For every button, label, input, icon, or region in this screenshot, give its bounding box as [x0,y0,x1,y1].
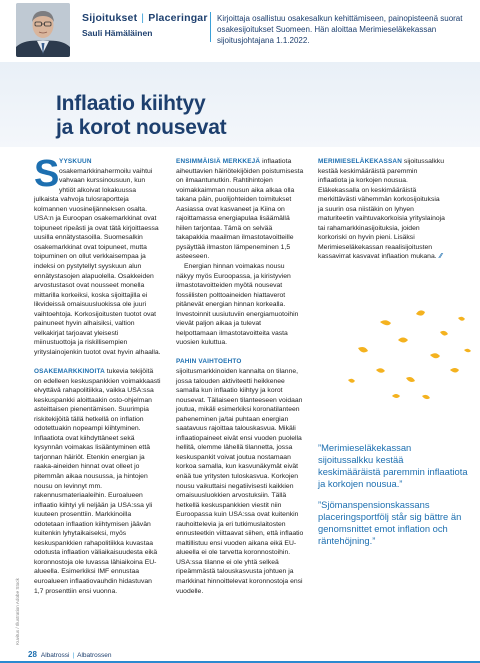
page-footer [28,650,111,659]
pull-quote-sv: ”Sjömanspensionskassans placeringsportfölj står sig bättre än genomsnittet emot inflation och räntehöjning.” [318,499,462,546]
article-column-2 [176,157,304,596]
lead-in: OSAKEMARKKINOITA [34,367,105,375]
section-separator: | [141,12,145,24]
title-line-2: ja korot nousevat [56,116,227,139]
flake-shape [416,310,425,315]
lead-in: PAHIN VAIHTOEHTO [176,358,242,366]
section-name: Sijoitukset [82,12,138,24]
flake-shape [358,347,368,352]
flake-shape [348,379,355,383]
subsection-name: Placeringar [148,12,208,24]
lead-in: ENSIMMÄISIÄ MERKKEJÄ [176,158,261,165]
flake-shape [422,395,430,399]
author-portrait [16,3,70,57]
author-portrait-illustration [16,3,70,57]
flake-shape [464,349,471,353]
lead-in: MERIMIESELÄKEKASSAN [318,158,403,165]
credit-text: Kuvitus / Illustration Adobe Stock [15,578,20,645]
pull-quote-fi: ”Merimieseläkekassan sijoitussalkku kestää keskimääräistä paremmin inflaatiota ja korkojen nousua.” [318,442,468,489]
paragraph [176,357,304,596]
paragraph [318,157,446,262]
article-column-3 [318,157,446,262]
end-mark-icon: ⁄⁄ [439,253,442,261]
flake-shape [406,377,415,382]
body-text: tukevia tekijöitä on edelleen keskuspankkien voimakkaasti elvyttävä rahapolitiikka, vaikka USA:ssa keskuspankki aloittaakin osto-ohjelman asteittaisen pienentämisen. Suurimpia riskitekijöitä tällä hetkellä on inflation odotettuakin nopeampi kiihtyminen. Inflaatiota ovat kiihdyttäneet sekä kysynnän voimakas lisääntyminen että tarjonnan häiriöt. Etenkin energian ja raaka-aineiden hinnat ovat olleet jo pitemmän aikaa nousussa, ja hintojen nousu on levinnyt mm. rakennusmateriaaleihin. Euroalueen inflaatio kiihtyi yli neljään ja USA:ssa yli kuuteen prosenttiin. Markkinoilla odotetaan inflaation kiihtymisen jäävän kuitenkin lyhytaikaiseksi, myös keskuspankkien rahapolitiikka kuvastaa odotusta inflaation väliaikaisuudesta eikä koronnostoja ole luvassa lähiaikoina EU-alueella. Esimerkiksi IMF ennustaa euroalueen inflaatiovauhdin hidastuvan 1,7 prosenttiin ensi vuonna. [34,367,161,595]
header-divider [210,12,211,42]
title-line-1: Inflaatio kiihtyy [56,92,206,115]
flake-shape [376,368,385,373]
body-text: inflaatiota aiheuttavien häiriötekijöiden poistumisesta on ilmaantunutkin. Rahtihintojen voimakkaimman nousun aika alkaa olla takana päin, puolijohteiden toimitukset Aasiassa ovat kasvaneet ja Kiina on rajoittamassa energiapulaa lisäämällä hiilen tarjontaa. Tämä on selvää takapakkia maailman ilmastotavoitteille pysäyttää ilmaston lämpeneminen 1,5 asteeseen. [176,158,304,261]
page-header [0,0,480,63]
flake-shape [392,394,400,398]
paragraph-gap [34,357,162,367]
paragraph [176,157,304,262]
flake-shape [440,331,448,336]
paragraph-gap [176,348,304,358]
footer-separator: | [72,652,75,659]
image-credit [12,525,22,645]
body-text: osakemarkkinahermoilu vaihtui vahvaan kurssinousuun, kun yhtiöt alkoivat lokakuussa julkaista vahvoja tulosraportteja kolmannen vuosineljänneksen osalta. USA:n ja Euroopan osakemarkkinat ovat toipuneet ripeästi ja ovat tätä kirjoittaessa uusilla ennätystasoilla. Suomesalkin osakemarkkinat ovat toipuneet, mutta toipuminen on ollut verkkaisempaa ja indeksi on pystytellyt syyskuun alun ennätystasojen alapuolella. Osakkeiden arvostustasot ovat nousseet monella mittarilla korkeiksi, koska sijoittajilla ei likvideissä omaisuusluokissa ole juuri vaihtoehtoja. Korkosijoitusten tuotot ovat painuneet hyvin alhaisiksi, valtion velkakirjat tarjoavat yleisesti miinustuottoja ja riskillisempien yrityslainojenkin tuotot ovat hyvin alhaalla. [34,167,161,356]
paragraph: Energian hinnan voimakas nousu näkyy myös Euroopassa, ja kiristyvien ilmastotavoitteiden myötä nousevat fossiilisten polttoaineiden hiattaverot pitänevät energian hinnan korkealla. Investoinnit uusiutuviin energiamuotoihin vievät paljon aikaa ja tulevat helpottamaan ilmastotavoitteita vasta vuosien kuluttua. [176,263,299,347]
author-intro: Kirjoittaja osallistuu osakesalkun kehittämiseen, painopisteenä suorat osakesijoitukset Suomeen. Hän aloittaa Merimieseläkekassan sijoitusjohtajana 1.1.2022. [217,14,463,45]
flake-shape [458,317,465,321]
drop-cap: S [34,153,60,195]
flake-shape [398,338,408,343]
paragraph [34,153,162,357]
section-label [82,12,208,24]
lead-in: YYSKUUN [59,158,92,165]
page-number: 28 [28,650,37,659]
flake-shape [430,353,440,358]
author-name: Sauli Hämäläinen [82,28,153,38]
flake-shape [380,320,391,325]
flakes-illustration [318,300,478,420]
flake-shape [450,368,459,373]
article-column-1 [34,153,162,596]
byline [82,12,208,38]
publication-name-fi: Albatrossi [40,652,70,659]
article-title [56,92,226,140]
publication-name-sv: Albatrossen [77,652,112,659]
body-text: sijoitussalkku kestää keskimääräistä paremmin inflaatiota ja korkojen nousua. Eläkekassalla on keskimääräistä merkittävästi vähemmän korkosijoituksia ja suurin osa niistäkin on lyhyen maturiteetin vaihtuvakorkoisia yrityslainoja tai rahamarkkinasijoituksia, joiden korkoriski on hyvin pieni. Lisäksi Merimieseläkekassan reaalisijoitusten kassavirrat kasvavat inflaation mukana. [318,158,445,261]
pull-quotes [318,442,468,556]
body-text: sijoitusmarkkinoiden kannalta on tilanne, jossa talouden aktiviteetti heikkenee samalla kun inflaatio kiihtyy ja korot nousevat. Tällaiseen tilanteeseen voidaan joutua, mikäli esimerkiksi koronatilanteen paheneminen ja/tai puhtaan energian saatavuus rajoittaa talouskasvua. Mikäli inflaatiopaineet eivät ensi vuoden puolella hellitä, olemme lähellä tilannetta, jossa keskuspankit voivat joutua nostamaan korkoa samalla, kun kasvunäkymät eivät enää tue yritysten tuloskasvua. Korkojen nousu vaikuttaisi negatiivisesti kaikkien omaisuusluokkien arvostuksiin. Tällä hetkellä keskuspankkien viestit niin Euroopassa kuin USA:ssa ovat kuitenkin rauhoittelevia ja eri tutkimuslaitosten ennusteetkin viittaavat siihen, että inflaatio maltillistuu ensi vuoden aikana eikä EU-alueella ei ole tarvetta koronnostoihin. USA:ssa tilanne ei ole yhtä selkeä ripeämmästä talouskasvusta johtuen ja markkinat hinnoittelevat koronnostoja ensi vuodelle. [176,367,304,595]
paragraph [34,367,162,596]
